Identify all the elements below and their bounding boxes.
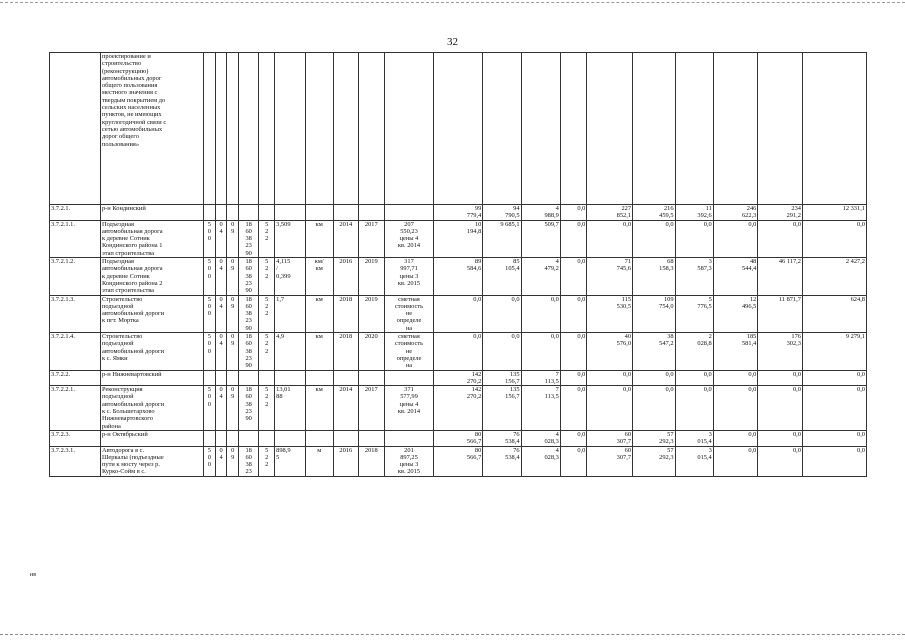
empty-cell xyxy=(384,370,434,386)
value-cell: 0,0 xyxy=(633,386,675,431)
value-cell: 12 496,5 xyxy=(713,295,758,332)
page-edge-top xyxy=(0,2,905,3)
value-cell: 0,0 xyxy=(758,386,803,431)
value-cell: 115 530,5 xyxy=(587,295,633,332)
value-cell: 0,0 xyxy=(560,333,587,370)
end-year: 2017 xyxy=(359,220,384,257)
code-part-2: 0 4 xyxy=(215,295,227,332)
value-cell: 0,0 xyxy=(758,430,803,446)
value-cell: 4 028,3 xyxy=(521,430,560,446)
row-name: р-н Кондинский xyxy=(100,205,203,221)
code-part-3: 0 9 xyxy=(227,220,239,257)
value-cell: 142 270,2 xyxy=(434,370,483,386)
capacity: 898,9 5 xyxy=(275,446,306,476)
row-code: 3.7.2.1. xyxy=(50,205,101,221)
value-cell: 57 292,3 xyxy=(633,446,675,476)
unit: м xyxy=(305,446,333,476)
value-cell: 0,0 xyxy=(675,370,713,386)
value-cell: 7 113,5 xyxy=(521,386,560,431)
value-cell: 76 538,4 xyxy=(483,430,521,446)
end-year: 2020 xyxy=(359,333,384,370)
start-year: 2014 xyxy=(333,386,358,431)
subtotal-row xyxy=(50,370,867,386)
capacity: 4,9 xyxy=(275,333,306,370)
capacity: 13,01 88 xyxy=(275,386,306,431)
row-name: р-н Нижневартовский xyxy=(100,370,203,386)
value-cell: 0,0 xyxy=(560,295,587,332)
start-year: 2018 xyxy=(333,295,358,332)
value-cell: 5 776,5 xyxy=(675,295,713,332)
code-part-3: 0 9 xyxy=(227,333,239,370)
empty-cell xyxy=(333,370,358,386)
subtotal-row xyxy=(50,430,867,446)
value-cell: 12 331,1 xyxy=(802,205,866,221)
code-part-4: 18 60 38 23 90 xyxy=(239,220,259,257)
value-cell: 0,0 xyxy=(434,295,483,332)
empty-cell xyxy=(227,370,239,386)
row-name: Автодорога в с. Шеркалы (подъездные пути к мосту через р. Курко-Сойм в с. xyxy=(100,446,203,476)
intro-row xyxy=(50,53,867,205)
value-cell: 176 302,3 xyxy=(758,333,803,370)
empty-cell xyxy=(239,370,259,386)
empty-cell xyxy=(359,370,384,386)
value-cell: 0,0 xyxy=(802,220,866,257)
table-body xyxy=(50,53,867,477)
row-code: 3.7.2.1.3. xyxy=(50,295,101,332)
row-name: Строительство подъездной автомобильной дороги к с. Ямки xyxy=(100,333,203,370)
value-cell: 0,0 xyxy=(713,220,758,257)
row-name: Реконструкция подъездной автомобильной дороги к с. Большетархово Нижневартовского района xyxy=(100,386,203,431)
start-year: 2016 xyxy=(333,258,358,295)
value-cell: 0,0 xyxy=(483,295,521,332)
value-cell: 0,0 xyxy=(802,386,866,431)
value-cell: 0,0 xyxy=(675,386,713,431)
table-row xyxy=(50,295,867,332)
estimated-cost: 207 550,23 цены 4 кв. 2014 xyxy=(384,220,434,257)
value-cell: 71 745,6 xyxy=(587,258,633,295)
unit: км xyxy=(305,333,333,370)
value-cell: 234 291,2 xyxy=(758,205,803,221)
subtotal-row xyxy=(50,205,867,221)
value-cell: 9 685,1 xyxy=(483,220,521,257)
value-cell: 60 307,7 xyxy=(587,430,633,446)
empty-cell xyxy=(215,370,227,386)
row-code: 3.7.2.3. xyxy=(50,430,101,446)
empty-cell xyxy=(275,430,306,446)
value-cell: 135 156,7 xyxy=(483,370,521,386)
empty-cell xyxy=(239,430,259,446)
value-cell: 0,0 xyxy=(587,370,633,386)
empty-cell xyxy=(215,205,227,221)
empty-cell xyxy=(204,370,216,386)
value-cell: 68 158,3 xyxy=(633,258,675,295)
table-row xyxy=(50,386,867,431)
unit: км xyxy=(305,386,333,431)
start-year: 2014 xyxy=(333,220,358,257)
value-cell: 0,0 xyxy=(758,446,803,476)
value-cell: 2 028,8 xyxy=(675,333,713,370)
value-cell: 0,0 xyxy=(483,333,521,370)
code-part-3: 0 9 xyxy=(227,386,239,431)
code-part-2: 0 4 xyxy=(215,258,227,295)
code-part-4: 18 60 38 23 90 xyxy=(239,386,259,431)
capacity: 3,509 xyxy=(275,220,306,257)
value-cell: 0,0 xyxy=(802,430,866,446)
code-part-5: 5 2 2 xyxy=(259,386,275,431)
value-cell: 0,0 xyxy=(587,386,633,431)
value-cell: 109 754,0 xyxy=(633,295,675,332)
table-row xyxy=(50,220,867,257)
end-year: 2017 xyxy=(359,386,384,431)
code-part-1: 5 0 0 xyxy=(204,258,216,295)
value-cell: 0,0 xyxy=(713,430,758,446)
value-cell: 0,0 xyxy=(713,446,758,476)
empty-cell xyxy=(215,430,227,446)
value-cell: 227 852,1 xyxy=(587,205,633,221)
row-code: 3.7.2.3.1. xyxy=(50,446,101,476)
unit: км xyxy=(305,295,333,332)
empty-cell xyxy=(259,205,275,221)
row-code: 3.7.2.2.1. xyxy=(50,386,101,431)
estimated-cost: сметная стоимость не определе на xyxy=(384,295,434,332)
value-cell: 2 427,2 xyxy=(802,258,866,295)
empty-cell xyxy=(204,430,216,446)
value-cell: 0,0 xyxy=(560,386,587,431)
value-cell: 48 544,4 xyxy=(713,258,758,295)
value-cell: 46 117,2 xyxy=(758,258,803,295)
row-name: Подъездная автомобильная дорога к деревне Сотник Кондинского района 1 этап строительства xyxy=(100,220,203,257)
value-cell: 11 392,6 xyxy=(675,205,713,221)
value-cell: 85 105,4 xyxy=(483,258,521,295)
value-cell: 246 622,3 xyxy=(713,205,758,221)
value-cell: 80 566,7 xyxy=(434,446,483,476)
empty-cell xyxy=(227,430,239,446)
value-cell: 216 459,5 xyxy=(633,205,675,221)
end-year: 2019 xyxy=(359,258,384,295)
value-cell: 0,0 xyxy=(675,220,713,257)
code-part-1: 5 0 0 xyxy=(204,333,216,370)
value-cell: 4 479,2 xyxy=(521,258,560,295)
value-cell: 9 279,1 xyxy=(802,333,866,370)
value-cell: 11 871,7 xyxy=(758,295,803,332)
value-cell: 80 566,7 xyxy=(434,430,483,446)
row-name: Строительство подъездной автомобильной дороги к пгт. Мортка xyxy=(100,295,203,332)
code-part-2: 0 4 xyxy=(215,446,227,476)
code-part-1: 5 0 0 xyxy=(204,386,216,431)
value-cell: 4 028,3 xyxy=(521,446,560,476)
code-part-4: 18 60 38 23 90 xyxy=(239,333,259,370)
value-cell: 624,8 xyxy=(802,295,866,332)
value-cell: 185 581,4 xyxy=(713,333,758,370)
table-row xyxy=(50,333,867,370)
code-part-3: 0 9 xyxy=(227,446,239,476)
code-part-3: 0 9 xyxy=(227,295,239,332)
estimated-cost: 201 897,25 цены 3 кв. 2015 xyxy=(384,446,434,476)
intro-text: проектирование и строительство (реконструкцию) автомобильных дорог общего пользования местного значения с твердым покрытием до сельских населенных пунктов, не имеющих круглогодичной связи с сетью автомобильных дорог общего пользования» xyxy=(100,53,203,205)
budget-table xyxy=(49,52,867,477)
value-cell: 38 547,2 xyxy=(633,333,675,370)
value-cell: 135 156,7 xyxy=(483,386,521,431)
code-part-3: 0 9 xyxy=(227,258,239,295)
start-year: 2016 xyxy=(333,446,358,476)
value-cell: 142 270,2 xyxy=(434,386,483,431)
empty-cell xyxy=(384,430,434,446)
start-year: 2018 xyxy=(333,333,358,370)
empty-cell xyxy=(259,370,275,386)
capacity: 1,7 xyxy=(275,295,306,332)
value-cell: 0,0 xyxy=(521,295,560,332)
footer-mark: нв xyxy=(30,572,37,578)
capacity: 4,115 / 0,399 xyxy=(275,258,306,295)
value-cell: 0,0 xyxy=(713,370,758,386)
value-cell: 0,0 xyxy=(802,446,866,476)
page-edge-bottom xyxy=(0,634,905,635)
code-part-4: 18 60 38 23 90 xyxy=(239,258,259,295)
code-part-5: 5 2 2 xyxy=(259,258,275,295)
empty-cell xyxy=(305,205,333,221)
value-cell: 0,0 xyxy=(758,370,803,386)
row-code: 3.7.2.1.4. xyxy=(50,333,101,370)
value-cell: 57 292,3 xyxy=(633,430,675,446)
value-cell: 0,0 xyxy=(713,386,758,431)
value-cell: 3 015,4 xyxy=(675,430,713,446)
row-name: Подъездная автомобильная дорога к деревне Сотник Кондинского района 2 этап строительства xyxy=(100,258,203,295)
row-code: 3.7.2.1.2. xyxy=(50,258,101,295)
empty-cell xyxy=(204,205,216,221)
row-code: 3.7.2.1.1. xyxy=(50,220,101,257)
estimated-cost: 371 577,99 цены 4 кв. 2014 xyxy=(384,386,434,431)
value-cell: 0,0 xyxy=(633,370,675,386)
code-part-5: 5 2 2 xyxy=(259,446,275,476)
empty-cell xyxy=(275,370,306,386)
row-name: р-н Октябрьский xyxy=(100,430,203,446)
value-cell: 89 584,6 xyxy=(434,258,483,295)
value-cell: 3 015,4 xyxy=(675,446,713,476)
empty-cell xyxy=(359,205,384,221)
code-part-2: 0 4 xyxy=(215,220,227,257)
empty-cell xyxy=(384,205,434,221)
value-cell: 76 538,4 xyxy=(483,446,521,476)
page-number: 32 xyxy=(447,36,458,48)
value-cell: 509,7 xyxy=(521,220,560,257)
unit: км xyxy=(305,220,333,257)
row-code: 3.7.2.2. xyxy=(50,370,101,386)
code-part-1: 5 0 0 xyxy=(204,446,216,476)
value-cell: 60 307,7 xyxy=(587,446,633,476)
code-part-2: 0 4 xyxy=(215,386,227,431)
value-cell: 0,0 xyxy=(758,220,803,257)
value-cell: 10 194,8 xyxy=(434,220,483,257)
value-cell: 0,0 xyxy=(560,220,587,257)
empty-cell xyxy=(259,430,275,446)
empty-cell xyxy=(227,205,239,221)
value-cell: 7 113,5 xyxy=(521,370,560,386)
unit: км/ км xyxy=(305,258,333,295)
empty-cell xyxy=(333,430,358,446)
value-cell: 0,0 xyxy=(587,220,633,257)
value-cell: 0,0 xyxy=(560,205,587,221)
empty-cell xyxy=(359,430,384,446)
value-cell: 0,0 xyxy=(560,446,587,476)
table-row xyxy=(50,446,867,476)
value-cell: 94 790,5 xyxy=(483,205,521,221)
code-part-5: 5 2 2 xyxy=(259,220,275,257)
value-cell: 0,0 xyxy=(633,220,675,257)
value-cell: 99 779,4 xyxy=(434,205,483,221)
empty-cell xyxy=(239,205,259,221)
value-cell: 0,0 xyxy=(560,370,587,386)
code-part-5: 5 2 2 xyxy=(259,295,275,332)
code-part-1: 5 0 0 xyxy=(204,295,216,332)
code-part-1: 5 0 0 xyxy=(204,220,216,257)
estimated-cost: сметная стоимость не определе на xyxy=(384,333,434,370)
code-part-2: 0 4 xyxy=(215,333,227,370)
code-part-5: 5 2 2 xyxy=(259,333,275,370)
code-part-4: 18 60 38 23 90 xyxy=(239,295,259,332)
estimated-cost: 317 997,71 цены 3 кв. 2015 xyxy=(384,258,434,295)
value-cell: 0,0 xyxy=(802,370,866,386)
code-part-4: 18 60 38 23 xyxy=(239,446,259,476)
end-year: 2018 xyxy=(359,446,384,476)
value-cell: 3 587,3 xyxy=(675,258,713,295)
value-cell: 0,0 xyxy=(560,258,587,295)
end-year: 2019 xyxy=(359,295,384,332)
empty-cell xyxy=(305,430,333,446)
code-cell xyxy=(50,53,101,205)
value-cell: 0,0 xyxy=(521,333,560,370)
table-row xyxy=(50,258,867,295)
empty-cell xyxy=(275,205,306,221)
value-cell: 40 576,0 xyxy=(587,333,633,370)
empty-cell xyxy=(333,205,358,221)
value-cell: 0,0 xyxy=(434,333,483,370)
value-cell: 0,0 xyxy=(560,430,587,446)
value-cell: 4 988,9 xyxy=(521,205,560,221)
empty-cell xyxy=(305,370,333,386)
